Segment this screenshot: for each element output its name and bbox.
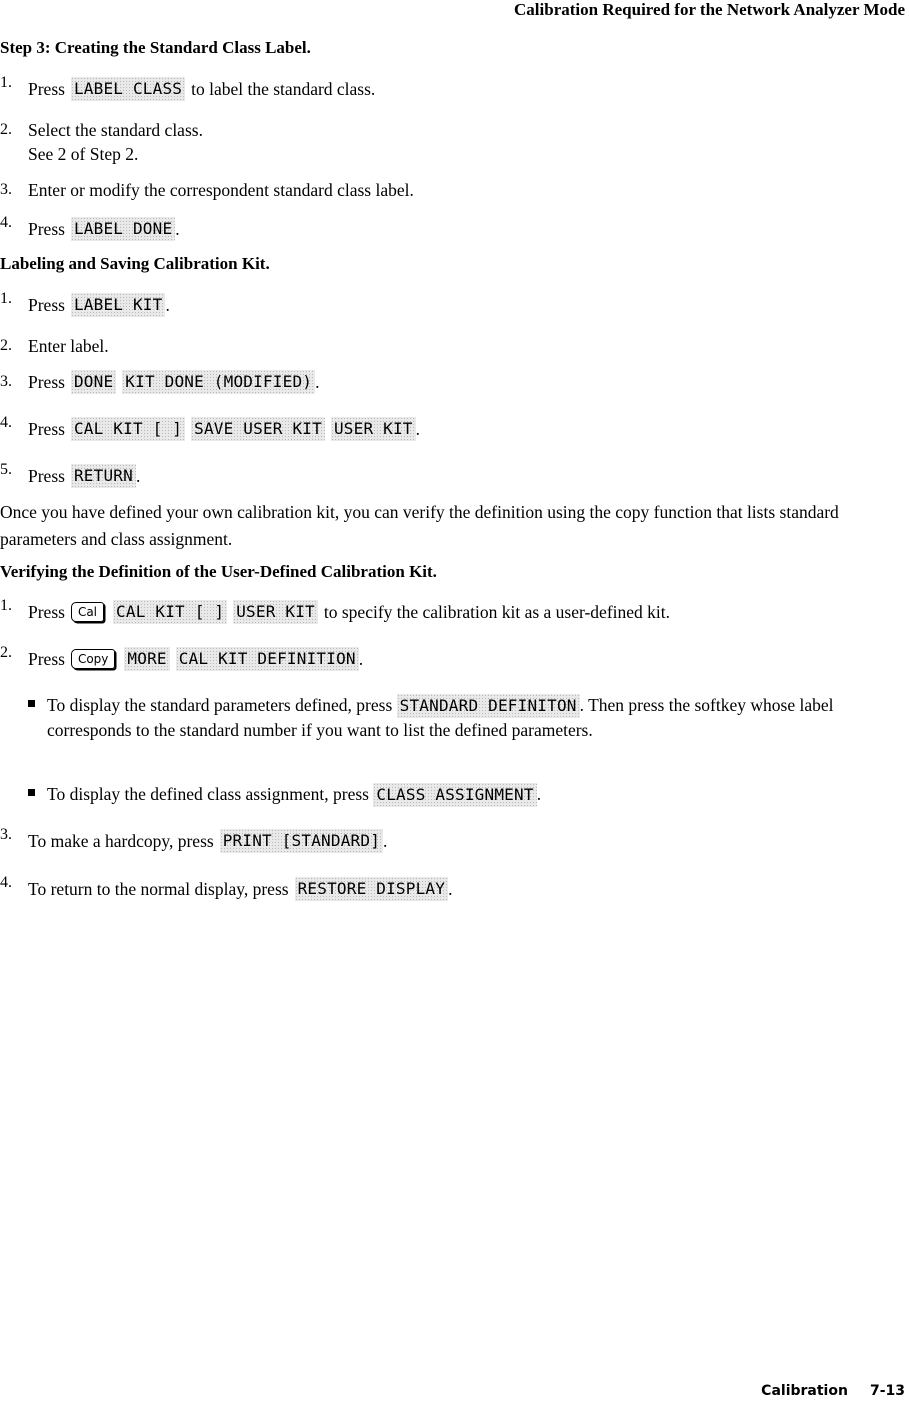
softkey-user-kit[interactable]: USER KIT <box>233 600 318 624</box>
hardkey-cal[interactable]: Cal <box>71 602 104 622</box>
softkey-label-kit[interactable]: LABEL KIT <box>71 293 166 317</box>
softkey-standard-definiton[interactable]: STANDARD DEFINITON <box>397 694 580 718</box>
page-header <box>514 0 905 22</box>
section-heading-standard-class-label: Step 3: Creating the Standard Class Label. <box>0 38 311 57</box>
bullet-square <box>28 789 35 796</box>
bullet-item: To display the standard parameters defined, press STANDARD DEFINITON . Then press the softkey whose label corresponds to the standard number if you want to list the defined parameters. <box>28 693 888 742</box>
softkey-user-kit[interactable]: USER KIT <box>331 417 416 441</box>
page-footer <box>761 1383 905 1399</box>
page-number: 7-13 <box>869 1383 905 1399</box>
softkey-done[interactable]: DONE <box>71 370 116 394</box>
softkey-more[interactable]: MORE <box>124 647 169 671</box>
bullet-square <box>28 700 35 707</box>
step-number: 1. <box>0 74 12 91</box>
softkey-return[interactable]: RETURN <box>71 464 136 488</box>
softkey-cal-kit[interactable]: CAL KIT [ ] <box>113 600 227 624</box>
section-heading-verifying: Verifying the Definition of the User-Defined Calibration Kit. <box>0 562 437 581</box>
softkey-class-assignment[interactable]: CLASS ASSIGNMENT <box>373 783 536 807</box>
section-heading-labeling-saving: Labeling and Saving Calibration Kit. <box>0 254 270 273</box>
hardkey-copy[interactable]: Copy <box>71 649 115 669</box>
softkey-restore-display[interactable]: RESTORE DISPLAY <box>295 877 449 901</box>
softkey-cal-kit-definition[interactable]: CAL KIT DEFINITION <box>176 647 359 671</box>
footer-section: Calibration <box>761 1383 848 1399</box>
softkey-print-standard[interactable]: PRINT [STANDARD] <box>220 829 383 853</box>
softkey-cal-kit[interactable]: CAL KIT [ ] <box>71 417 185 441</box>
intro-paragraph: Once you have defined your own calibration kit, you can verify the definition using the copy function that lists standard parameters and class assignment. <box>0 502 839 549</box>
softkey-kit-done-modified[interactable]: KIT DONE (MODIFIED) <box>122 370 315 394</box>
softkey-label-done[interactable]: LABEL DONE <box>71 217 175 241</box>
bullet-item: To display the defined class assignment, press CLASS ASSIGNMENT . <box>28 782 888 807</box>
softkey-save-user-kit[interactable]: SAVE USER KIT <box>191 417 325 441</box>
softkey-label-class[interactable]: LABEL CLASS <box>71 77 185 101</box>
running-title: Calibration Required for the Network Analyzer Mode <box>514 0 905 19</box>
